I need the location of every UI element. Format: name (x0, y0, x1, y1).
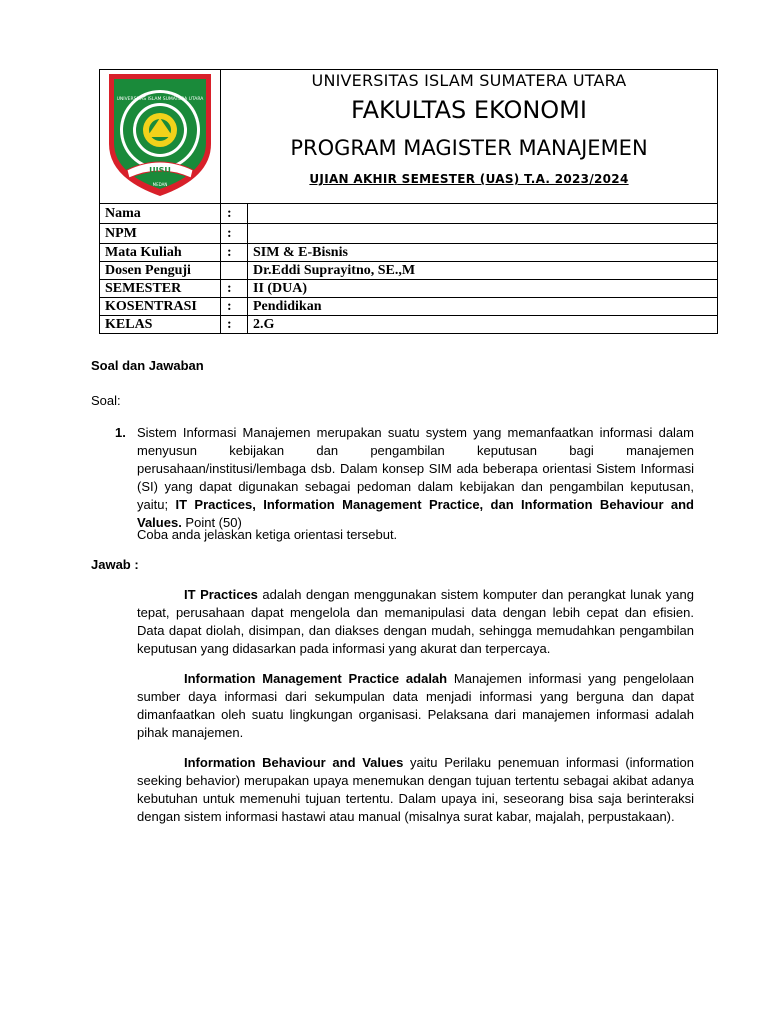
info-colon: : (221, 280, 248, 298)
info-colon: : (221, 224, 248, 244)
answer-info-management (137, 670, 694, 742)
info-value (248, 224, 718, 244)
logo-cell (100, 70, 221, 204)
answer-text: adalah dengan menggunakan sistem komputer dan perangkat lunak yang tepat, perusahaan dapat mengelola dan memanipulasi data dengan lebih cepat dan efisien. Data dapat diolah, disimpan, dan diakses dengan mudah, sehingga memudahkan pengambilan keputusan yang didasarkan pada informasi yang akurat dan terpercaya. (137, 587, 694, 656)
info-value: II (DUA) (248, 280, 718, 298)
exam-title: UJIAN AKHIR SEMESTER (UAS) T.A. 2023/2024 (309, 172, 629, 186)
info-value (248, 204, 718, 224)
logo-banner-text: UISU (149, 166, 171, 175)
info-label: Mata Kuliah (100, 244, 221, 262)
info-colon: : (221, 244, 248, 262)
info-row-dosen (100, 262, 718, 280)
info-value: Pendidikan (248, 298, 718, 316)
answer-label: Jawab : (91, 557, 139, 572)
answer-text: Manajemen informasi yang pengelolaan sumber daya informasi dari sekumpulan data menjadi informasi yang berguna dan dapat dimanfaatkan oleh suatu lingkungan organisasi. Pelaksana dari manajemen informasi adalah pihak manajemen. (137, 671, 694, 740)
info-label: KELAS (100, 316, 221, 334)
info-label: NPM (100, 224, 221, 244)
answer-info-behaviour (137, 754, 694, 826)
question-body: Sistem Informasi Manajemen merupakan suatu system yang memanfaatkan informasi dalam menyusun kebijakan dan pengambilan keputusan bagi manajemen perusahaan/institusi/lembaga dsb. Dalam konsep SIM ada beberapa orientasi Sistem Informasi (SI) yang dapat digunakan sebagai pedoman dalam kebijakan dan pengambilan keputusan, yaitu; (137, 425, 694, 512)
info-label: Nama (100, 204, 221, 224)
question-bold-terms: IT Practices, Information Management Practice, dan Information Behaviour and Values. (137, 497, 695, 530)
info-row-kelas (100, 316, 718, 334)
info-colon: : (221, 204, 248, 224)
university-name: UNIVERSITAS ISLAM SUMATERA UTARA (311, 71, 627, 90)
title-cell (221, 70, 718, 204)
answer-it-practices (137, 586, 694, 658)
soal-label: Soal: (91, 393, 121, 408)
info-row-kosentrasi (100, 298, 718, 316)
logo-ring-text: UNIVERSITAS ISLAM SUMATERA UTARA (116, 97, 204, 102)
info-label: SEMESTER (100, 280, 221, 298)
answer-text: yaitu Perilaku penemuan informasi (information seeking behavior) merupakan upaya menemukan dengan tujuan tertentu sebagai akibat adanya kebutuhan untuk memenuhi tujuan tertentu. Dalam upaya ini, seseorang bisa saja berinteraksi dengan sistem informasi hastawi atau manual (misalnya surat kabar, majalah, perpustakaan). (137, 755, 694, 824)
exam-header-table (99, 69, 718, 334)
info-colon: : (221, 298, 248, 316)
info-row-npm (100, 224, 718, 244)
question-number: 1. (115, 425, 126, 440)
answer-term: Information Behaviour and Values (184, 755, 404, 770)
faculty-name: FAKULTAS EKONOMI (351, 96, 587, 124)
question-instruction: Coba anda jelaskan ketiga orientasi tersebut. (137, 527, 398, 542)
info-value: 2.G (248, 316, 718, 334)
question-text (137, 424, 694, 532)
section-title: Soal dan Jawaban (91, 358, 204, 373)
uisu-logo-icon (105, 70, 215, 198)
answer-term: IT Practices (184, 587, 258, 602)
logo-city-text: MEDAN (152, 182, 168, 187)
info-value: SIM & E-Bisnis (248, 244, 718, 262)
info-label: Dosen Penguji (100, 262, 221, 280)
info-row-mata-kuliah (100, 244, 718, 262)
info-label: KOSENTRASI (100, 298, 221, 316)
question-point: Point (50) (181, 515, 242, 530)
info-colon (221, 262, 248, 280)
info-colon: : (221, 316, 248, 334)
info-value: Dr.Eddi Suprayitno, SE.,M (248, 262, 718, 280)
info-row-nama (100, 204, 718, 224)
info-row-semester (100, 280, 718, 298)
program-name: PROGRAM MAGISTER MANAJEMEN (290, 136, 648, 160)
answer-term: Information Management Practice adalah (184, 671, 448, 686)
